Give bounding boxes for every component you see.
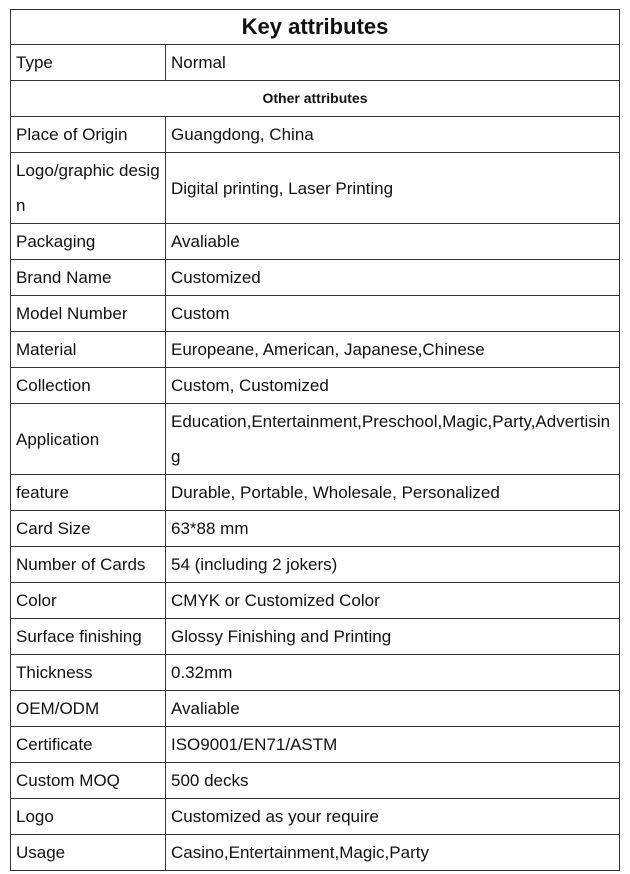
section-title: Other attributes [11,81,620,117]
table-row [11,763,620,799]
attribute-label: Custom MOQ [11,763,166,799]
attribute-label: Place of Origin [11,117,166,153]
attributes-body [11,10,620,871]
attribute-value: Casino,Entertainment,Magic,Party [166,835,620,871]
table-row [11,117,620,153]
attribute-label: Brand Name [11,260,166,296]
attribute-value: ISO9001/EN71/ASTM [166,727,620,763]
table-row [11,260,620,296]
attribute-value: 54 (including 2 jokers) [166,547,620,583]
attribute-value: Avaliable [166,224,620,260]
attribute-value: CMYK or Customized Color [166,583,620,619]
table-title: Key attributes [11,10,620,45]
table-row [11,511,620,547]
attribute-label: Application [11,404,166,475]
table-row [11,583,620,619]
attribute-value: Europeane, American, Japanese,Chinese [166,332,620,368]
attribute-label: Number of Cards [11,547,166,583]
attribute-value: Custom, Customized [166,368,620,404]
attribute-label: OEM/ODM [11,691,166,727]
table-row [11,404,620,475]
attribute-label: Packaging [11,224,166,260]
attribute-value: Durable, Portable, Wholesale, Personalized [166,475,620,511]
attribute-label: Type [11,45,166,81]
section-row [11,81,620,117]
attribute-value: 63*88 mm [166,511,620,547]
attribute-label: Logo [11,799,166,835]
attribute-value: Customized as your require [166,799,620,835]
key-attributes-table [10,9,620,871]
table-row [11,835,620,871]
table-row [11,799,620,835]
table-row [11,368,620,404]
attribute-value: 500 decks [166,763,620,799]
attribute-value: Digital printing, Laser Printing [166,153,620,224]
attribute-label: Certificate [11,727,166,763]
table-row [11,655,620,691]
attribute-label: Collection [11,368,166,404]
attribute-value: Glossy Finishing and Printing [166,619,620,655]
table-row [11,691,620,727]
table-row [11,332,620,368]
attribute-label: Thickness [11,655,166,691]
attribute-label: Material [11,332,166,368]
attribute-value: Custom [166,296,620,332]
attribute-value: Normal [166,45,620,81]
table-row [11,619,620,655]
attribute-value: 0.32mm [166,655,620,691]
attribute-label: Model Number [11,296,166,332]
table-row [11,547,620,583]
attribute-value: Education,Entertainment,Preschool,Magic,Party,Advertising [166,404,620,475]
table-row [11,475,620,511]
attribute-label: Surface finishing [11,619,166,655]
attribute-label: Logo/graphic design [11,153,166,224]
attribute-label: Usage [11,835,166,871]
attribute-label: Card Size [11,511,166,547]
table-row [11,727,620,763]
attribute-label: feature [11,475,166,511]
attribute-label: Color [11,583,166,619]
table-row [11,45,620,81]
title-row [11,10,620,45]
attribute-value: Customized [166,260,620,296]
attribute-value: Avaliable [166,691,620,727]
table-row [11,224,620,260]
table-row [11,153,620,224]
attribute-value: Guangdong, China [166,117,620,153]
table-row [11,296,620,332]
